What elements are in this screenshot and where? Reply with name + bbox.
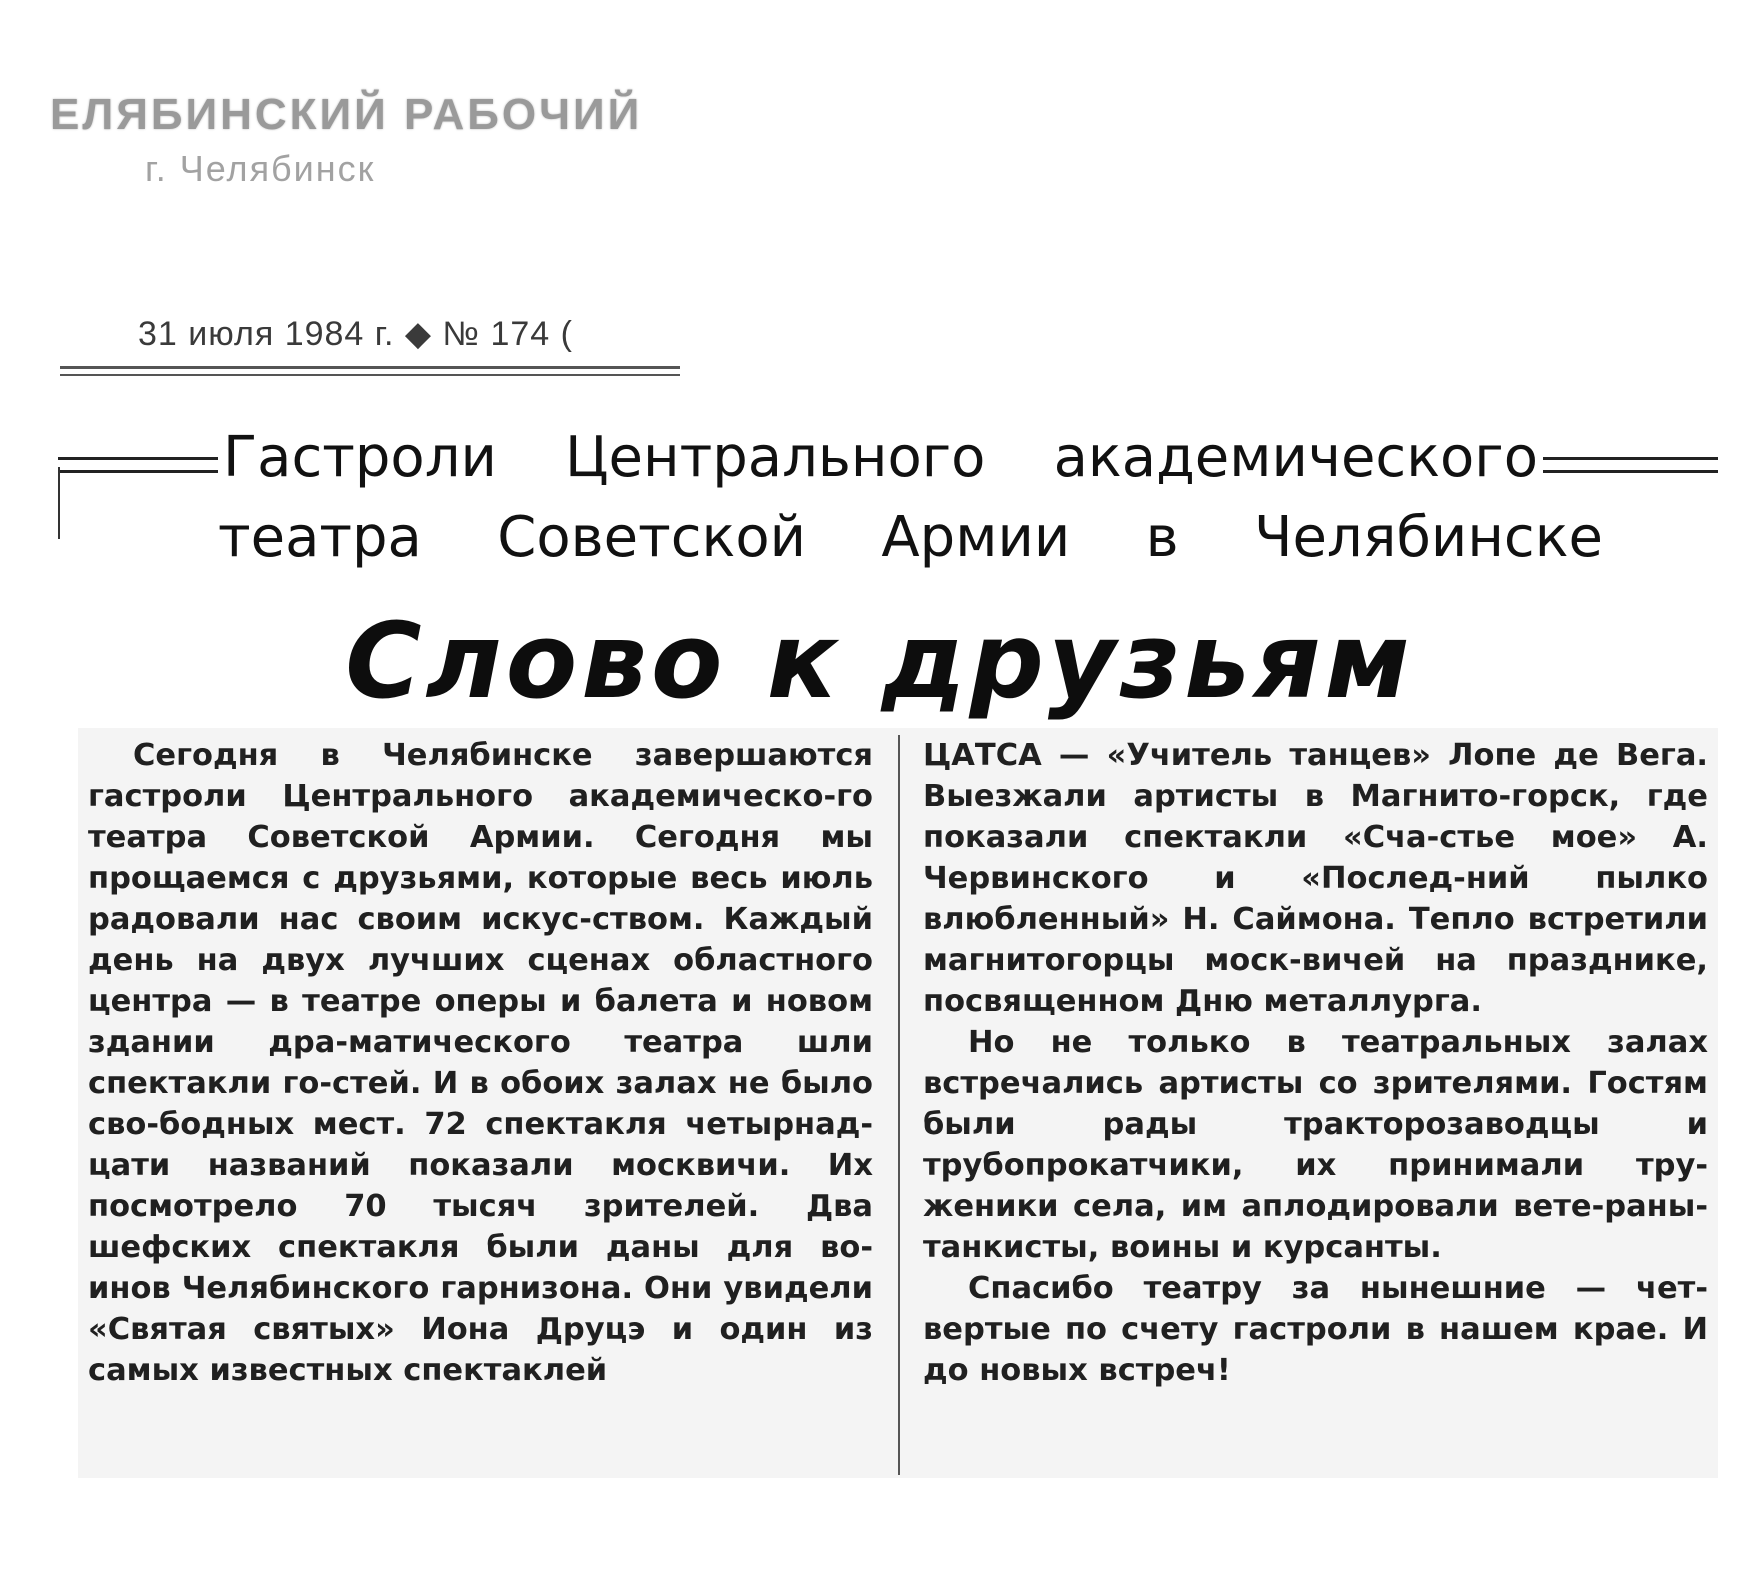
newspaper-masthead [50,90,643,210]
article-paragraph: Но не только в театральных залах встречались артисты со зрителями. Гостям были рады тракторозаводцы и трубопрокатчики, их принимали тру-женики села, им аплодировали вете-раны-танкисты, воины и курсанты. [923,1025,1708,1265]
headline-word: Советской [497,505,806,570]
issue-date: 31 июля 1984 г. ◆ № 174 ( [138,315,573,353]
headline-word: в [1145,505,1179,570]
article-body [88,735,1708,1475]
headline-word: Армии [881,505,1071,570]
article-title: Слово к друзьям [345,600,1414,722]
article-column-right [923,735,1708,1391]
issue-rule [60,366,680,369]
headline-word: Челябинске [1254,505,1603,570]
newspaper-name: ЕЛЯБИНСКИЙ РАБОЧИЙ [50,90,643,139]
headline-word: Центрального [565,425,986,490]
article-column-left [88,735,873,1391]
issue-rule [60,374,680,376]
section-headline [58,425,1718,585]
headline-word: академического [1053,425,1538,490]
headline-line-2 [218,505,1603,570]
headline-bracket [58,467,60,539]
issue-date-line [60,308,680,388]
column-divider [898,735,900,1475]
headline-line-1 [223,425,1538,490]
article-paragraph: Спасибо театру за нынешние — чет-вертые по счету гастроли в нашем крае. И до новых встреч! [923,1271,1708,1388]
headline-rule-left [58,457,218,473]
headline-word: Гастроли [223,425,497,490]
newspaper-city: г. Челябинск [145,148,376,189]
headline-word: театра [218,505,422,570]
article-paragraph: Сегодня в Челябинске завершаются гастроли Центрального академическо-го театра Советской Армии. Сегодня мы прощаемся с друзьями, которые весь июль радовали нас своим искус-ством. Каждый день на двух лучших сценах областного центра — в театре оперы и балета и новом здании дра-матического театра шли спектакли го-стей. И в обоих залах не было сво-бодных мест. 72 спектакля четырнад-цати названий показали москвичи. Их посмотрело 70 тысяч зрителей. Два шефских спектакля были даны для во-инов Челябинского гарнизона. Они увидели «Святая святых» Иона Друцэ и один из самых известных спектаклей [88,738,873,1388]
article-paragraph: ЦАТСА — «Учитель танцев» Лопе де Вега. Выезжали артисты в Магнито-горск, где показали спектакли «Сча-стье мое» А. Червинского и «Послед-ний пылко влюбленный» Н. Саймона. Тепло встретили магнитогорцы моск-вичей на празднике, посвященном Дню металлурга. [923,738,1708,1019]
headline-rule-right [1543,457,1718,473]
